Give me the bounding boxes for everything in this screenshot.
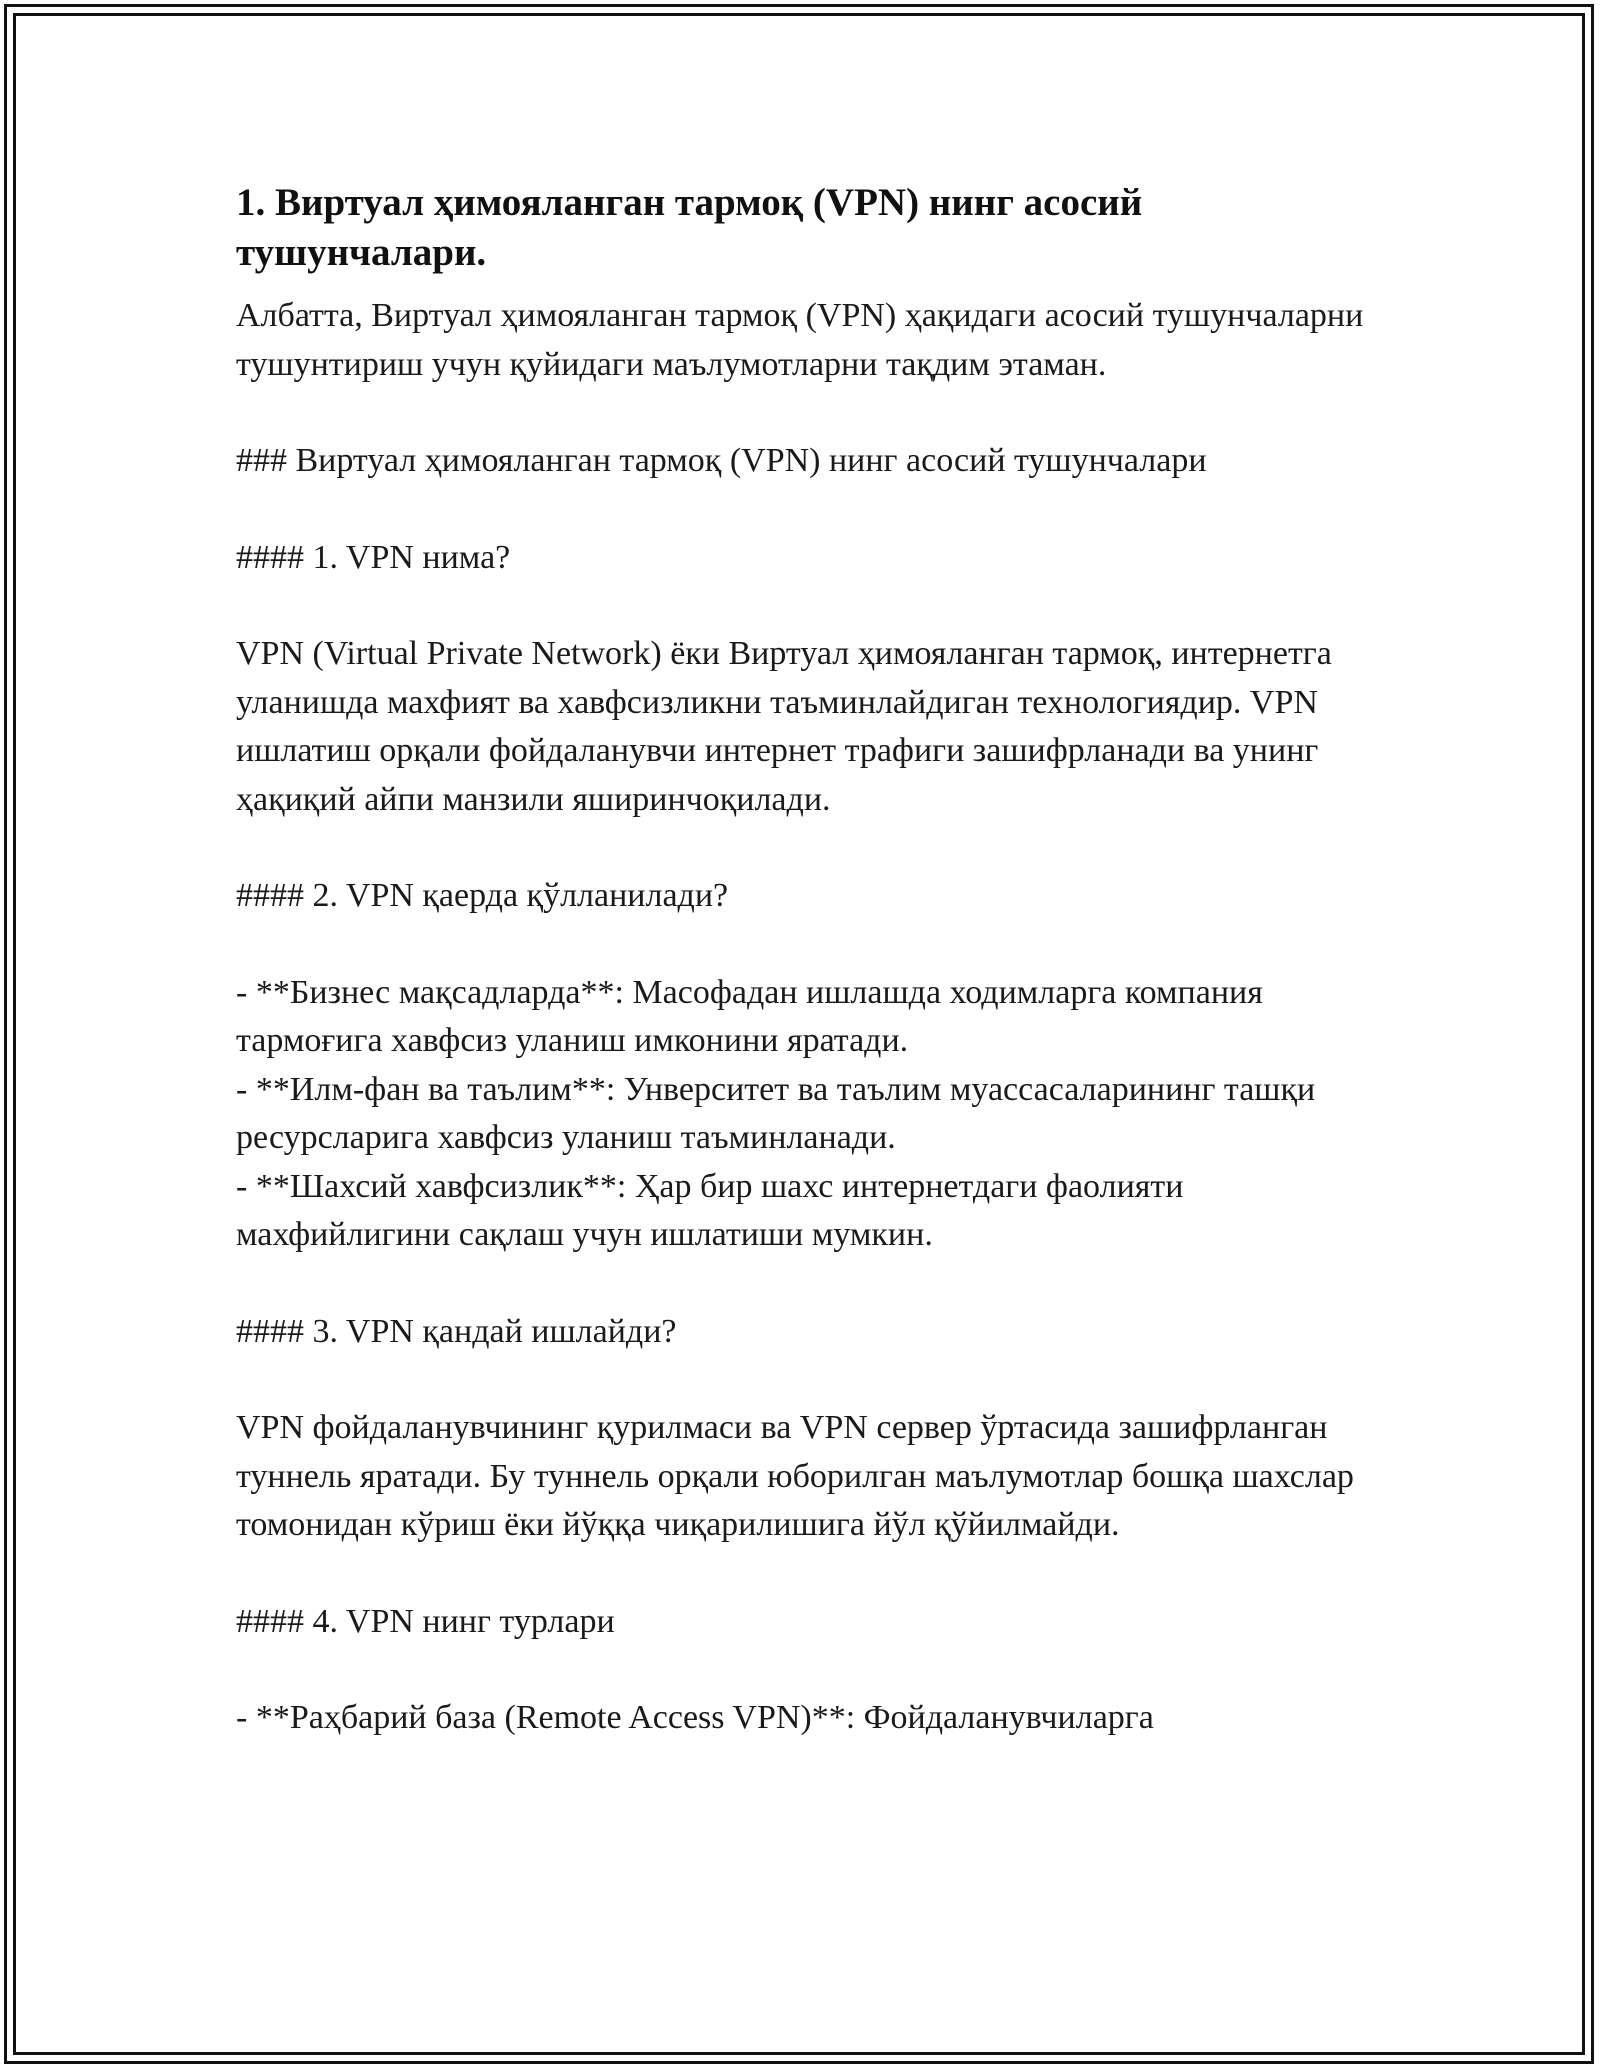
section-1-heading: #### 1. VPN нима? <box>236 538 511 576</box>
section-4-heading: #### 4. VPN нинг турлари <box>236 1602 615 1640</box>
list-item: - **Шахсий хавфсизлик**: Ҳар бир шахс интернетдаги фаолияти махфийлигини сақлаш учун ишлатиши мумкин. <box>236 1167 1184 1253</box>
section-1-text: VPN (Virtual Private Network) ёки Виртуал ҳимояланган тармоқ, интернетга уланишда махфият ва хавфсизликни таъминлайдиган технологиядир. VPN ишлатиш орқали фойдаланувчи интернет трафиги зашифрланади ва унинг ҳақиқий айпи манзили яширинчоқилади. <box>236 635 1332 818</box>
list-item: - **Раҳбарий база (Remote Access VPN)**: Фойдаланувчиларга <box>236 1699 1154 1736</box>
list-item: - **Бизнес мақсадларда**: Масофадан ишлашда ходимларга компания тармоғига хавфсиз уланиш имконини яратади. <box>236 973 1263 1059</box>
section-heading-h3: ### Виртуал ҳимояланган тармоқ (VPN) нинг асосий тушунчалари <box>236 442 1207 479</box>
document-title: 1. Виртуал ҳимояланган тармоқ (VPN) нинг асосий тушунчалари. <box>236 181 1143 274</box>
section-2-list <box>236 969 1386 1260</box>
section-2-heading: #### 2. VPN қаерда қўлланилади? <box>236 877 729 914</box>
intro-paragraph: Албатта, Виртуал ҳимояланган тармоқ (VPN) ҳақидаги асосий тушунчаларни тушунтириш учун қуйидаги маълумотларни тақдим этаман. <box>236 297 1364 383</box>
list-item: - **Илм-фан ва таълим**: Унверситет ва таълим муассасаларининг ташқи ресурсларига хавфсиз уланиш таъминланади. <box>236 1070 1316 1156</box>
section-3-heading: #### 3. VPN қандай ишлайди? <box>236 1312 677 1350</box>
document-body <box>236 178 1386 1791</box>
section-4-list <box>236 1694 1386 1743</box>
section-3-text: VPN фойдаланувчининг қурилмаси ва VPN сервер ўртасида зашифрланган туннель яратади. Бу туннель орқали юборилган маълумотлар бошқа шахслар томонидан кўриш ёки йўққа чиқарилишига йўл қўйилмайди. <box>236 1409 1354 1543</box>
